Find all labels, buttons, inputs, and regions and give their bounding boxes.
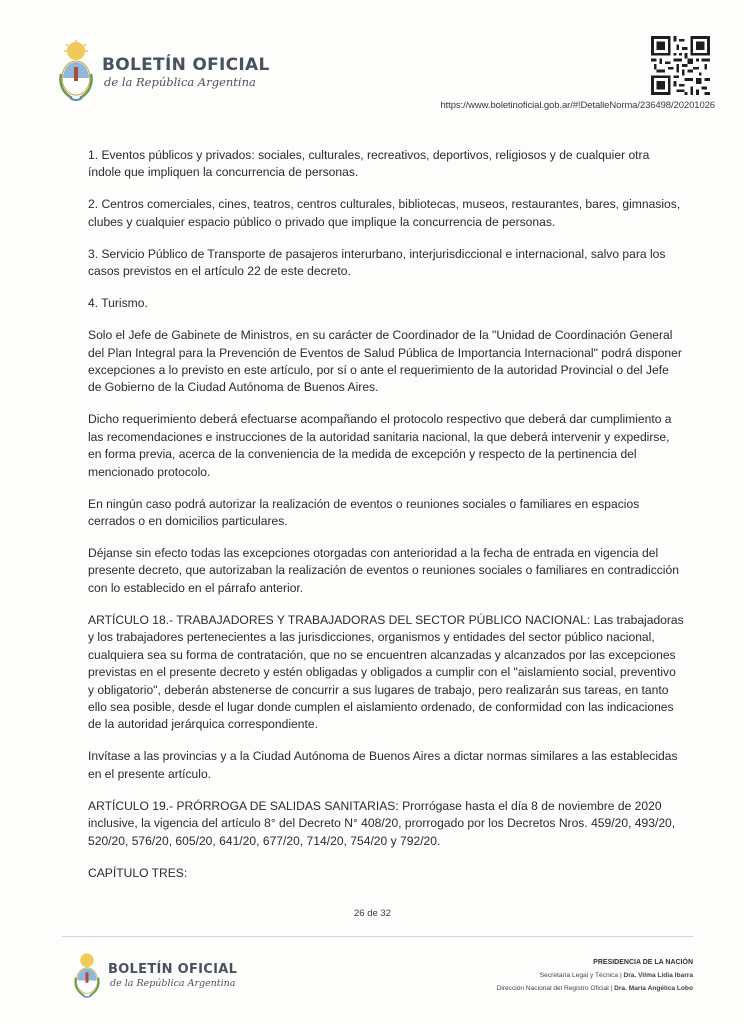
- page-number: 26 de 32: [354, 908, 391, 919]
- norm-url: https://www.boletinoficial.gob.ar/#!DetalleNorma/236498/20201026: [440, 100, 715, 111]
- article-18-paragraph: ARTÍCULO 18.- TRABAJADORES Y TRABAJADORAS DEL SECTOR PÚBLICO NACIONAL: Las trabajadoras y los trabajadores pertenecientes a las jurisdicciones, organismos y entidades del sector público nacional, cualquiera sea su forma de contratación, que no se encuentren alcanzadas y alcanzados por las excepciones previstas en el presente decreto y estén obligadas y obligados a cumplir con el "aislamiento social, preventivo y obligatorio", deberán abstenerse de concurrir a sus lugares de trabajo, pero realizarán sus tareas, en tanto ello sea posible, desde el lugar donde cumplen el aislamiento ordenado, de conformidad con las indicaciones de la autoridad jerárquica correspondiente.: [88, 612, 684, 732]
- footer-logo: [72, 952, 237, 1000]
- brand-subtitle: de la República Argentina: [104, 75, 256, 89]
- presidency-label: PRESIDENCIA DE LA NACIÓN: [593, 959, 693, 966]
- footer-credit-line: Secretaría Legal y Técnica | Dra. Vilma Lidia Ibarra: [539, 972, 693, 979]
- office-label: Dirección Nacional del Registro Oficial: [496, 985, 609, 992]
- paragraph: 4. Turismo.: [88, 296, 148, 311]
- brand-title: BOLETÍN OFICIAL: [102, 55, 270, 75]
- national-seal-icon: [72, 952, 102, 1000]
- office-label: Secretaría Legal y Técnica: [539, 972, 619, 979]
- paragraph: 3. Servicio Público de Transporte de pasajeros interurbano, interjurisdiccional e internacional, salvo para los casos previstos en el artículo 22 de este decreto.: [88, 246, 666, 279]
- paragraph: Invítase a las provincias y a la Ciudad Autónoma de Buenos Aires a dictar normas similares a las establecidas en el presente artículo.: [88, 749, 678, 781]
- footer-brand-subtitle: de la República Argentina: [110, 978, 236, 989]
- paragraph: Déjanse sin efecto todas las excepciones otorgadas con anterioridad a la fecha de entrada en vigencia del presente decreto, que autorizaban la realización de eventos o reuniones sociales o familiares en contradicción con lo establecido en el párrafo anterior.: [88, 546, 679, 595]
- footer-credit-line: Dirección Nacional del Registro Oficial | Dra. María Angélica Lobo: [496, 985, 693, 992]
- official-name: Dra. Vilma Lidia Ibarra: [623, 972, 693, 979]
- qr-code-icon: [651, 36, 710, 95]
- official-name: Dra. María Angélica Lobo: [614, 985, 693, 992]
- paragraph: En ningún caso podrá autorizar la realización de eventos o reuniones sociales o familiares en espacios cerrados o en domicilios particulares.: [88, 496, 640, 529]
- document-body: [88, 147, 684, 882]
- footer-divider: [62, 936, 693, 937]
- footer-brand-title: BOLETÍN OFICIAL: [108, 962, 238, 977]
- chapter-heading: CAPÍTULO TRES:: [88, 865, 188, 880]
- article-19-paragraph: ARTÍCULO 19.- PRÓRROGA DE SALIDAS SANITARIAS: Prorrógase hasta el día 8 de noviembre de 2020 inclusive, la vigencia del artículo 8° del Decreto N° 408/20, prorrogado por los Decretos Nros. 459/20, 493/20, 520/20, 576/20, 605/20, 641/20, 677/20, 714/20, 754/20 y 792/20.: [88, 798, 676, 848]
- paragraph: 2. Centros comerciales, cines, teatros, centros culturales, bibliotecas, museos, restaurantes, bares, gimnasios, clubes y cualquier espacio público o privado que implique la concurrencia de personas.: [88, 197, 681, 229]
- paragraph: Solo el Jefe de Gabinete de Ministros, en su carácter de Coordinador de la "Unidad de Coordinación General del Plan Integral para la Prevención de Eventos de Salud Pública de Importancia Internacional" podrá disponer excepciones a lo previsto en este artículo, por sí o ante el requerimiento de la autoridad Provincial o del Jefe de Gobierno de la Ciudad Autónoma de Buenos Aires.: [88, 328, 682, 395]
- national-seal-icon: [56, 40, 96, 104]
- paragraph: Dicho requerimiento deberá efectuarse acompañando el protocolo respectivo que deberá dar cumplimiento a las recomendaciones e instrucciones de la autoridad sanitaria nacional, la que deberá intervenir y expedirse, en forma previa, acerca de la conveniencia de la medida de excepción y respecto de la pertinencia del mencionado protocolo.: [88, 412, 672, 479]
- footer-credits: [497, 956, 693, 995]
- header-logo: [56, 40, 270, 104]
- paragraph: 1. Eventos públicos y privados: sociales, culturales, recreativos, deportivos, religiosos y de cualquier otra índole que impliquen la concurrencia de personas.: [88, 148, 650, 180]
